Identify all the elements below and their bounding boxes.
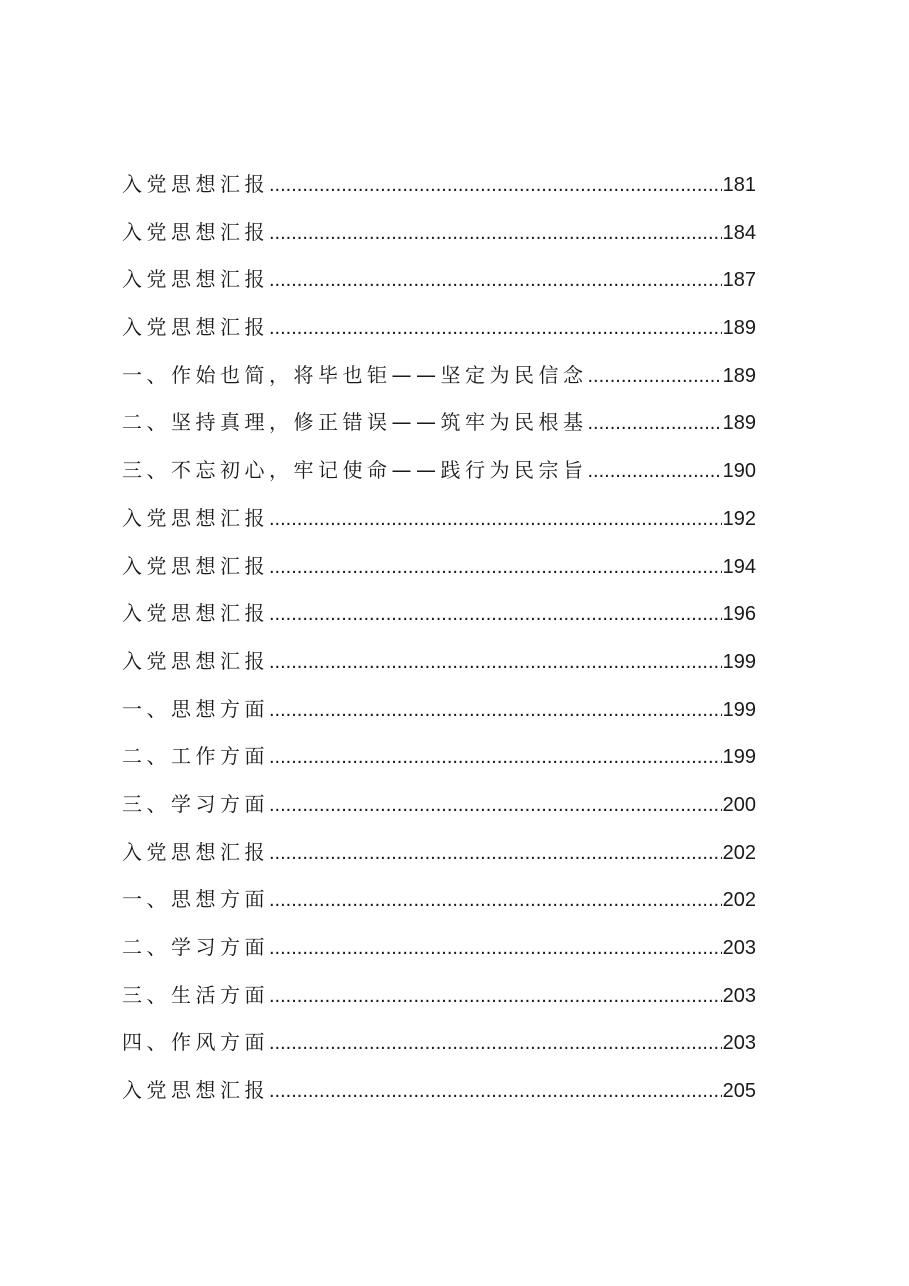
toc-dot-leader	[269, 639, 722, 686]
toc-entry-page: 189	[722, 364, 756, 387]
toc-dot-leader	[269, 210, 722, 257]
toc-entry-page: 200	[722, 793, 756, 816]
toc-entry[interactable]	[122, 447, 756, 495]
toc-entry-page: 189	[722, 317, 756, 340]
toc-entry-page: 203	[722, 937, 756, 959]
toc-entry-title: 三、生活方面	[122, 982, 269, 1007]
toc-entry-page: 202	[722, 889, 756, 912]
toc-dot-leader	[269, 1020, 722, 1067]
toc-dot-leader	[269, 782, 722, 829]
toc-entry[interactable]	[122, 638, 756, 686]
toc-entry[interactable]	[122, 256, 756, 304]
toc-entry-page: 203	[722, 984, 756, 1007]
toc-entry-page: 196	[722, 603, 756, 626]
toc-entry-title: 一、思想方面	[122, 696, 269, 721]
toc-entry-page: 184	[722, 221, 756, 244]
toc-entry-title: 二、坚持真理，修正错误——筑牢为民根基	[122, 410, 588, 435]
toc-dot-leader	[269, 257, 722, 304]
toc-entry[interactable]	[122, 161, 756, 209]
toc-dot-leader	[269, 162, 722, 209]
toc-entry-title: 一、思想方面	[122, 887, 269, 912]
toc-entry-title: 入党思想汇报	[122, 315, 269, 340]
toc-dot-leader	[588, 353, 722, 400]
toc-entry[interactable]	[122, 876, 756, 924]
toc-entry-title: 入党思想汇报	[122, 1078, 269, 1103]
toc-dot-leader	[588, 448, 722, 495]
toc-dot-leader	[269, 925, 722, 972]
toc-entry-page: 192	[722, 507, 756, 530]
toc-dot-leader	[269, 496, 722, 543]
toc-entry-page: 190	[722, 460, 756, 483]
toc-entry-page: 194	[722, 555, 756, 578]
toc-dot-leader	[269, 544, 722, 591]
table-of-contents	[122, 161, 756, 1115]
toc-entry-title: 二、工作方面	[122, 744, 269, 769]
toc-entry-title: 入党思想汇报	[122, 505, 269, 530]
toc-entry[interactable]	[122, 304, 756, 352]
toc-entry-title: 四、作风方面	[122, 1030, 269, 1055]
toc-entry[interactable]	[122, 495, 756, 543]
toc-dot-leader	[588, 400, 722, 447]
toc-entry-page: 181	[722, 174, 756, 196]
toc-entry[interactable]	[122, 924, 756, 972]
toc-entry-title: 入党思想汇报	[122, 839, 269, 864]
toc-entry[interactable]	[122, 590, 756, 638]
toc-dot-leader	[269, 1068, 722, 1115]
toc-entry-title: 三、不忘初心，牢记使命——践行为民宗旨	[122, 458, 588, 483]
toc-dot-leader	[269, 591, 722, 638]
toc-entry-page: 199	[722, 698, 756, 721]
toc-entry-title: 三、学习方面	[122, 791, 269, 816]
toc-entry-title: 入党思想汇报	[122, 219, 269, 244]
toc-entry[interactable]	[122, 781, 756, 829]
toc-entry-page: 202	[722, 841, 756, 864]
toc-entry-page: 205	[722, 1080, 756, 1103]
toc-entry-page: 199	[722, 650, 756, 673]
toc-entry[interactable]	[122, 209, 756, 257]
toc-entry-title: 入党思想汇报	[122, 648, 269, 673]
toc-entry-page: 199	[722, 746, 756, 769]
toc-entry-page: 189	[722, 412, 756, 435]
toc-entry-title: 入党思想汇报	[122, 553, 269, 578]
toc-dot-leader	[269, 877, 722, 924]
toc-entry-title: 二、学习方面	[122, 935, 269, 959]
toc-entry[interactable]	[122, 686, 756, 734]
toc-dot-leader	[269, 305, 722, 352]
toc-entry-title: 入党思想汇报	[122, 172, 269, 196]
toc-entry[interactable]	[122, 733, 756, 781]
toc-entry[interactable]	[122, 1019, 756, 1067]
toc-dot-leader	[269, 830, 722, 877]
toc-entry-title: 入党思想汇报	[122, 267, 269, 292]
toc-entry-title: 入党思想汇报	[122, 601, 269, 626]
toc-entry-page: 203	[722, 1032, 756, 1055]
toc-dot-leader	[269, 687, 722, 734]
toc-entry[interactable]	[122, 543, 756, 591]
toc-entry[interactable]	[122, 972, 756, 1020]
toc-entry[interactable]	[122, 829, 756, 877]
toc-entry[interactable]	[122, 1067, 756, 1115]
toc-dot-leader	[269, 973, 722, 1020]
toc-entry[interactable]	[122, 352, 756, 400]
toc-entry[interactable]	[122, 399, 756, 447]
toc-entry-page: 187	[722, 269, 756, 292]
toc-dot-leader	[269, 734, 722, 781]
toc-entry-title: 一、作始也简，将毕也钜——坚定为民信念	[122, 362, 588, 387]
